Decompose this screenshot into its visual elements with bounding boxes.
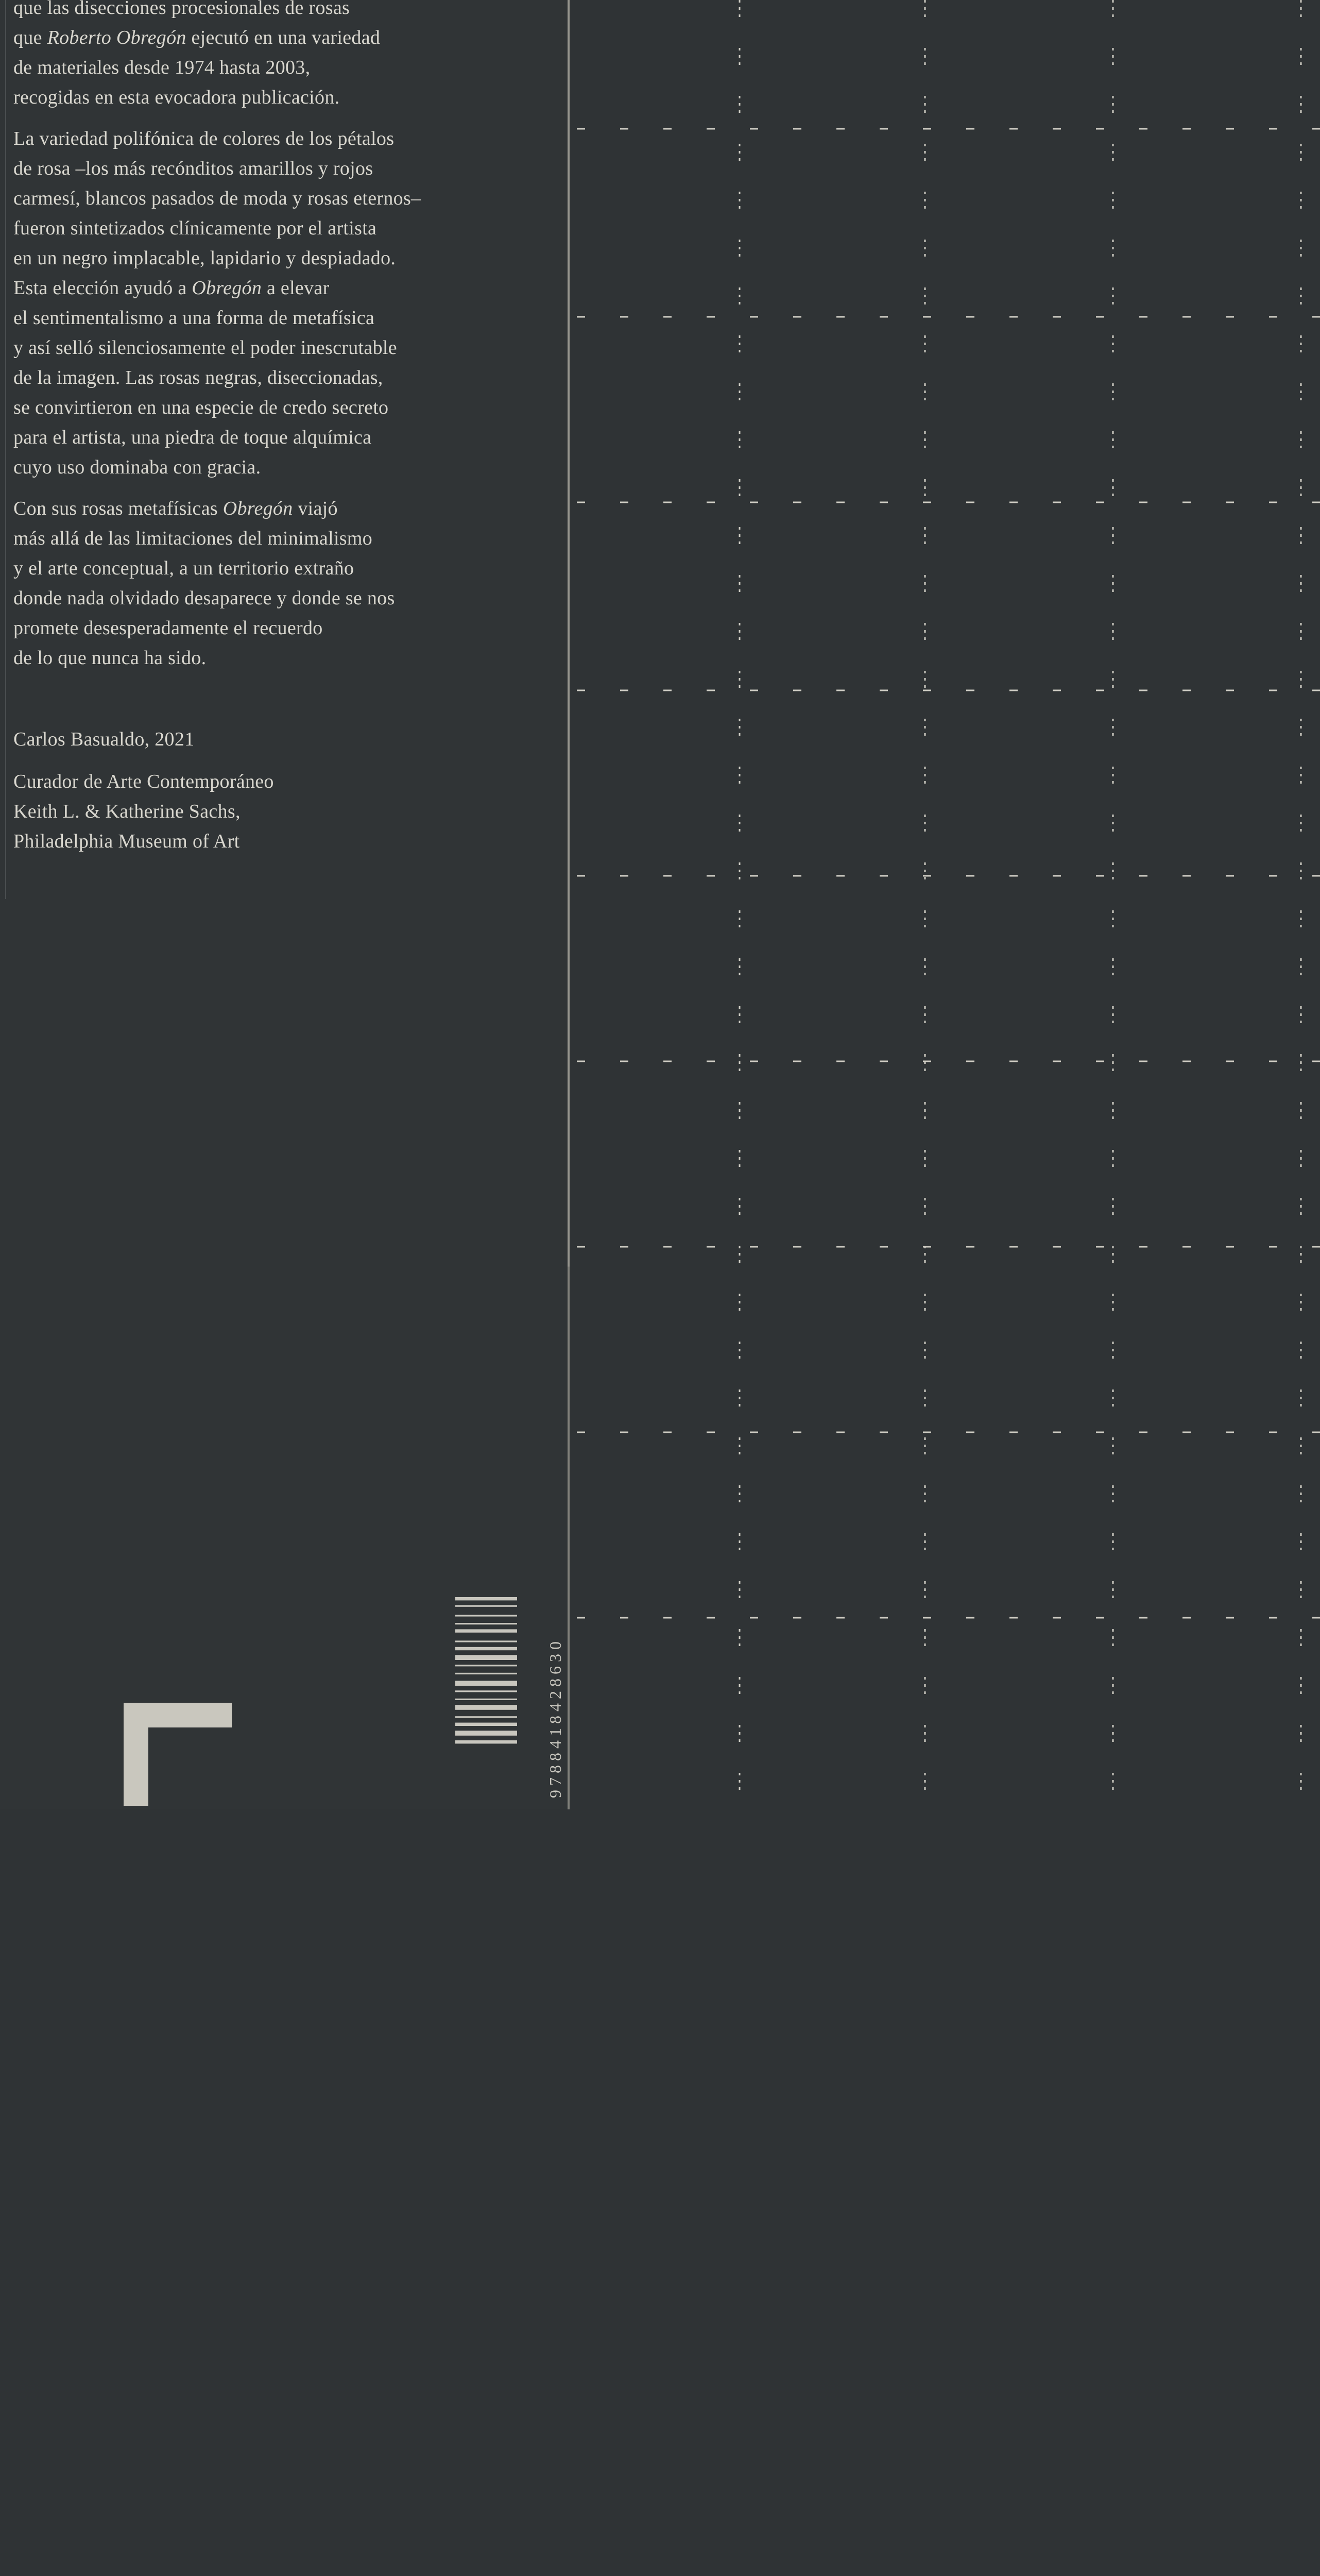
publisher-logo <box>29 1610 101 1806</box>
text-line <box>13 422 554 452</box>
text-line <box>13 273 554 303</box>
barcode-bar <box>455 1681 517 1686</box>
author-title-line: Philadelphia Museum of Art <box>13 831 240 852</box>
text-segment: que las disecciones procesionales de rosas <box>13 0 350 19</box>
text-line <box>13 363 554 393</box>
text-line <box>13 154 554 183</box>
italic-name: Obregón <box>222 498 293 519</box>
text-segment: La variedad polifónica de colores de los pétalos <box>13 128 395 149</box>
text-segment: para el artista, una piedra de toque alquímica <box>13 427 372 448</box>
barcode-bar <box>455 1597 517 1600</box>
barcode-bar <box>455 1716 517 1718</box>
text-line <box>13 452 554 482</box>
text-segment: cuyo uso dominaba con gracia. <box>13 456 261 478</box>
text-line <box>13 643 554 673</box>
italic-name: Obregón <box>192 277 262 299</box>
text-segment: promete desesperadamente el recuerdo <box>13 617 323 639</box>
signature <box>13 724 554 856</box>
text-segment: que <box>13 27 47 48</box>
barcode-bar <box>455 1731 517 1736</box>
italic-name: Roberto Obregón <box>47 27 186 48</box>
text-segment: en un negro implacable, lapidario y despiadado. <box>13 247 396 269</box>
barcode-bar <box>455 1699 517 1700</box>
barcode-bar <box>455 1605 517 1607</box>
barcode-bar <box>455 1665 517 1666</box>
text-line <box>13 494 554 523</box>
barcode <box>455 1597 517 1803</box>
author-title-line: Keith L. & Katherine Sachs, <box>13 801 241 822</box>
text-segment: fueron sintetizados clínicamente por el artista <box>13 217 377 239</box>
barcode-bar <box>455 1740 517 1743</box>
text-line <box>13 183 554 213</box>
text-segment: Con sus rosas metafísicas <box>13 498 223 519</box>
text-segment: ejecutó en una variedad <box>186 27 381 48</box>
text-segment: se convirtieron en una especie de credo secreto <box>13 397 389 418</box>
text-line <box>13 303 554 333</box>
text-segment: recogidas en esta evocadora publicación. <box>13 87 340 108</box>
spine-edge <box>5 0 6 899</box>
text-line <box>13 393 554 422</box>
text-segment: viajó <box>293 498 338 519</box>
text-segment: y el arte conceptual, a un territorio extraño <box>13 557 354 579</box>
barcode-bar <box>455 1647 517 1650</box>
text-line <box>13 0 554 23</box>
barcode-bar <box>455 1673 517 1674</box>
text-panel <box>0 0 567 1809</box>
text-line <box>13 583 554 613</box>
text-line <box>13 23 554 53</box>
author-title-line: Curador de Arte Contemporáneo <box>13 771 274 792</box>
paragraph <box>13 0 554 112</box>
dashed-grid <box>570 0 1320 1809</box>
text-segment: de la imagen. Las rosas negras, diseccionadas, <box>13 367 383 388</box>
barcode-bar <box>455 1655 517 1660</box>
text-segment: más allá de las limitaciones del minimalismo <box>13 528 373 549</box>
text-line <box>13 124 554 154</box>
text-line <box>13 213 554 243</box>
barcode-bar <box>455 1723 517 1726</box>
text-segment: a elevar <box>262 277 330 299</box>
paragraph <box>13 124 554 482</box>
text-segment: de lo que nunca ha sido. <box>13 647 207 669</box>
text-segment: donde nada olvidado desaparece y donde se nos <box>13 587 395 609</box>
barcode-bar <box>455 1690 517 1692</box>
text-line <box>13 613 554 643</box>
paragraph <box>13 494 554 673</box>
isbn-number: 9788418428630 <box>546 1637 564 1798</box>
text-segment: de rosa –los más recónditos amarillos y rojos <box>13 158 373 179</box>
t-mark-icon <box>124 1703 232 1806</box>
text-line <box>13 82 554 112</box>
body-text <box>13 0 554 856</box>
text-line <box>13 333 554 363</box>
barcode-bar <box>455 1640 517 1642</box>
barcode-bar <box>455 1705 517 1710</box>
text-line <box>13 243 554 273</box>
barcode-bar <box>455 1615 517 1616</box>
text-segment: carmesí, blancos pasados de moda y rosas eternos– <box>13 188 421 209</box>
text-line <box>13 53 554 82</box>
author-date: Carlos Basualdo, 2021 <box>13 728 195 750</box>
text-segment: el sentimentalismo a una forma de metafísica <box>13 307 375 329</box>
text-line <box>13 553 554 583</box>
text-segment: Esta elección ayudó a <box>13 277 192 299</box>
text-segment: y así selló silenciosamente el poder inescrutable <box>13 337 397 359</box>
text-segment: de materiales desde 1974 hasta 2003, <box>13 57 311 78</box>
text-line <box>13 523 554 553</box>
barcode-bar <box>455 1623 517 1624</box>
barcode-bar <box>455 1629 517 1632</box>
